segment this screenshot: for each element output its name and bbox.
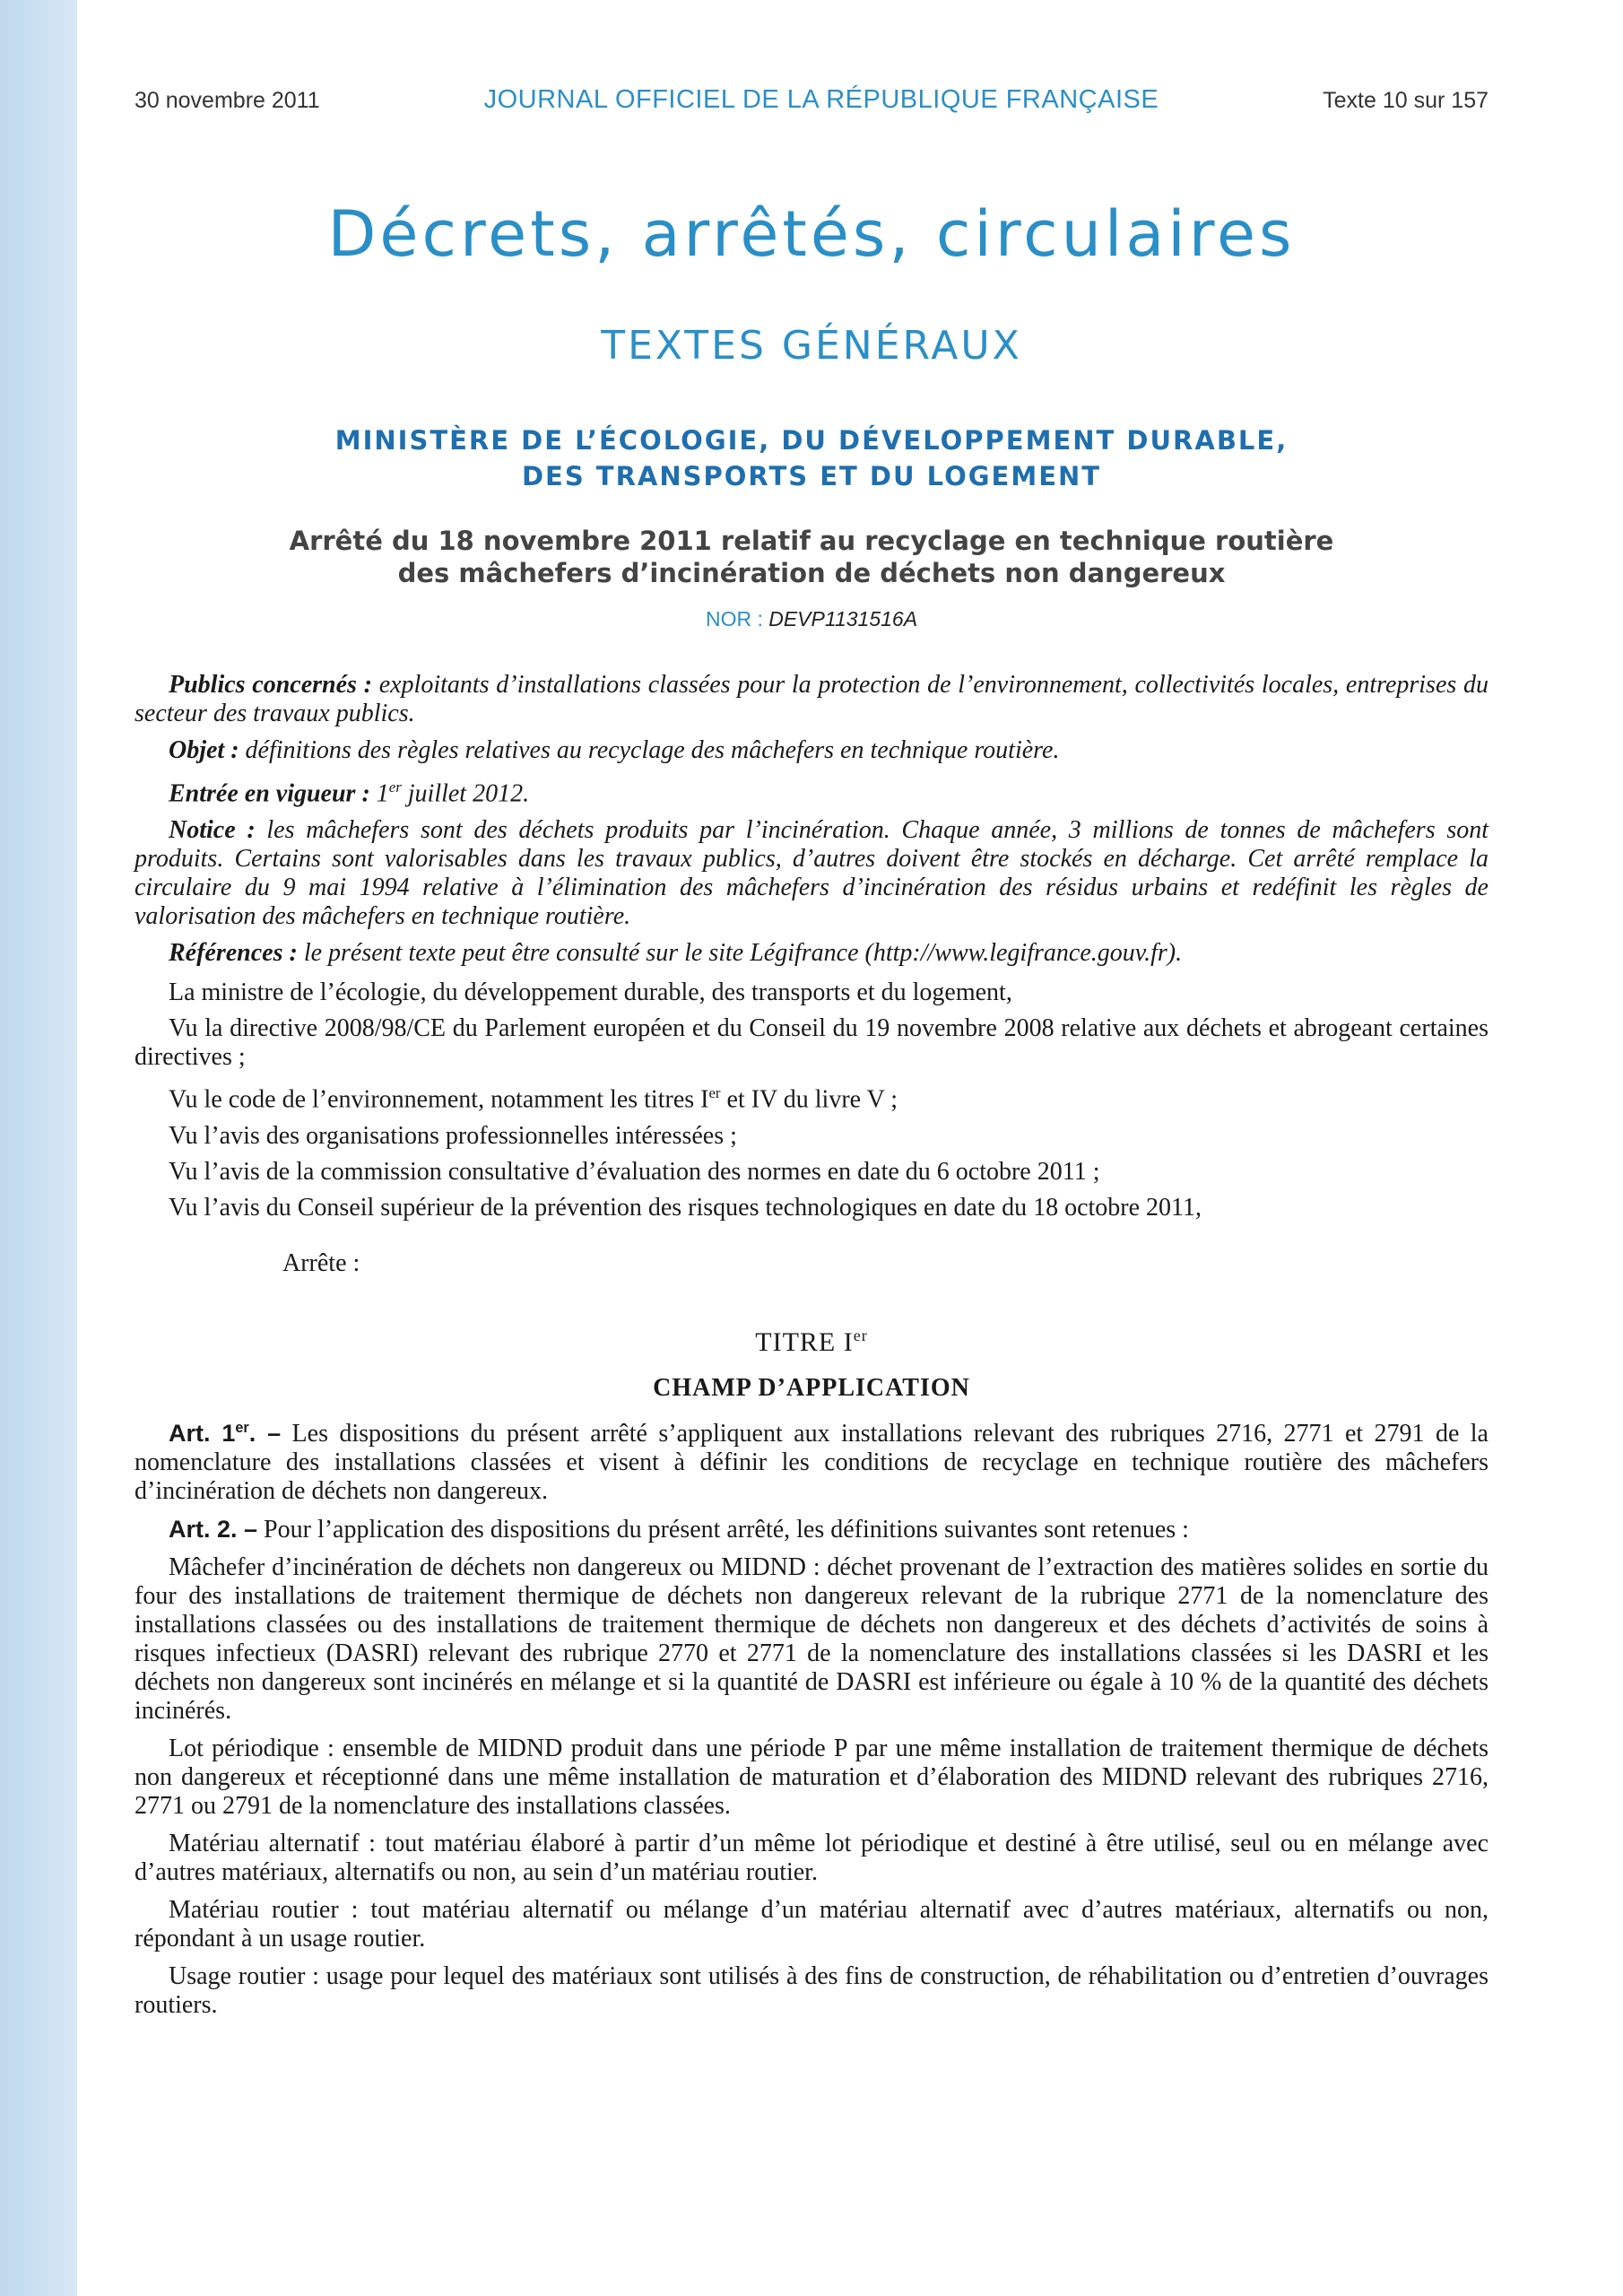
header-texte: Texte 10 sur 157: [1323, 88, 1488, 113]
summary-entree: [135, 773, 1488, 808]
champ-heading: CHAMP D’APPLICATION: [653, 1373, 970, 1402]
ministry-line-2: DES TRANSPORTS ET DU LOGEMENT: [521, 461, 1102, 491]
left-margin-band: [0, 0, 77, 2296]
entree-sup: er: [388, 778, 402, 796]
visa-code: [135, 1079, 1488, 1114]
visa-organisations: Vu l’avis des organisations professionnelles intéressées ;: [169, 1121, 737, 1150]
visa-code-sup: er: [708, 1084, 721, 1102]
visa-directive: Vu la directive 2008/98/CE du Parlement européen et du Conseil du 19 novembre 2008 relative aux déchets et abrogeant certaines directives ;: [135, 1014, 1488, 1072]
definition-lot-periodique: Lot périodique : ensemble de MIDND produit dans une période P par une même installation de traitement thermique de déchets non dangereux et réceptionné dans une même installation de maturation et d’élaboration des MIDND relevant des rubriques 2716, 2771 ou 2791 de la nomenclature des installations classées.: [135, 1734, 1488, 1820]
summary-references: [135, 939, 1488, 968]
summary-notice: [135, 816, 1488, 931]
summary-objet: [135, 736, 1488, 765]
document-page: [135, 85, 1488, 2029]
article-2: [135, 1515, 1488, 1544]
art1-label: Art. 1er. –: [169, 1419, 282, 1447]
ministry-line-1: MINISTÈRE DE L’ÉCOLOGIE, DU DÉVELOPPEMENT DURABLE,: [334, 425, 1289, 456]
articles-block: [135, 1413, 1488, 2020]
arrete-title-line-1: Arrêté du 18 novembre 2011 relatif au recyclage en technique routière: [289, 526, 1334, 556]
arrete-title: [135, 525, 1488, 589]
entree-label: Entrée en vigueur :: [169, 779, 370, 808]
entree-text: juillet 2012.: [407, 779, 530, 808]
definition-midnd: Mâchefer d’incinération de déchets non dangereux ou MIDND : déchet provenant de l’extraction des matières solides en sortie du four des installations de traitement thermique de déchets non dangereux relevant de la rubrique 2771 de la nomenclature des installations classées ou des installations de traitement thermique de déchets non dangereux et des déchets d’activités de soins à risques infectieux (DASRI) relevant des rubrique 2770 et 2771 de la nomenclature des installations classées si les DASRI et les déchets non dangereux sont incinérés en mélange et si la quantité de DASRI est inférieure ou égale à 10 % de la quantité des déchets incinérés.: [135, 1552, 1488, 1725]
objet-text: définitions des règles relatives au recyclage des mâchefers en technique routière.: [245, 736, 1060, 764]
visa-conseil: Vu l’avis du Conseil supérieur de la prévention des risques technologiques en date du 18 octobre 2011,: [169, 1193, 1202, 1222]
nor-reference: [135, 607, 1488, 631]
entree-num: 1: [376, 779, 389, 808]
summary-block: [135, 671, 1488, 968]
nor-label: NOR :: [705, 607, 763, 631]
titre-text: TITRE I: [755, 1326, 854, 1357]
visa-code-post: et IV du livre V ;: [720, 1085, 898, 1114]
titre-sup: er: [853, 1326, 868, 1344]
visa-ministre: La ministre de l’écologie, du développement durable, des transports et du logement,: [169, 978, 1012, 1007]
publics-text: exploitants d’installations classées pour la protection de l’environnement, collectivités locales, entreprises du secteur des travaux publics.: [135, 671, 1488, 727]
ministry-title: [135, 422, 1488, 494]
definition-materiau-alternatif: Matériau alternatif : tout matériau élaboré à partir d’un même lot périodique et destiné à être utilisé, seul ou en mélange avec d’autres matériaux, alternatifs ou non, au sein d’un matériau routier.: [135, 1829, 1488, 1886]
page-header: [135, 85, 1488, 115]
publics-label: Publics concernés :: [169, 671, 372, 699]
notice-label: Notice :: [169, 816, 256, 845]
article-1: [135, 1413, 1488, 1506]
notice-text: les mâchefers sont des déchets produits par l’incinération. Chaque année, 3 millions de tonnes de mâchefers sont produits. Certains sont valorisables dans les travaux publics, d’autres doivent être stockés en décharge. Cet arrêté remplace la circulaire du 9 mai 1994 relative à l’élimination des mâchefers d’incinération des résidus urbains et redéfinit les règles de valorisation des mâchefers en technique routière.: [135, 816, 1488, 931]
definition-usage-routier: Usage routier : usage pour lequel des matériaux sont utilisés à des fins de construction, de réhabilitation ou d’entretien d’ouvrages routiers.: [135, 1961, 1488, 2019]
main-title: Décrets, arrêtés, circulaires: [327, 197, 1296, 271]
section-title: TEXTES GÉNÉRAUX: [601, 323, 1022, 369]
header-journal: JOURNAL OFFICIEL DE LA RÉPUBLIQUE FRANÇAISE: [483, 85, 1159, 114]
definition-materiau-routier: Matériau routier : tout matériau alternatif ou mélange d’un matériau alternatif avec d’autres matériaux, alternatifs ou non, répondant à un usage routier.: [135, 1895, 1488, 1952]
references-label: Références :: [169, 939, 298, 968]
visa-code-pre: Vu le code de l’environnement, notamment les titres I: [169, 1085, 709, 1114]
arrete-title-line-2: des mâchefers d’incinération de déchets non dangereux: [397, 558, 1226, 588]
header-date: 30 novembre 2011: [135, 88, 320, 113]
art2-label: Art. 2. –: [169, 1515, 258, 1543]
visas-block: [135, 978, 1488, 1222]
arrete-word: Arrête :: [282, 1248, 360, 1277]
art2-text: Pour l’application des dispositions du présent arrêté, les définitions suivantes sont retenues :: [257, 1515, 1189, 1544]
titre-heading: [135, 1326, 1488, 1358]
nor-value: DEVP1131516A: [768, 607, 918, 631]
art1-text: Les dispositions du présent arrêté s’appliquent aux installations relevant des rubriques 2716, 2771 et 2791 de la nomenclature des installations classées et visent à définir les conditions de recyclage en technique routière des mâchefers d’incinération de déchets non dangereux.: [135, 1419, 1488, 1505]
objet-label: Objet :: [169, 736, 239, 764]
summary-publics: [135, 671, 1488, 728]
references-text: le présent texte peut être consulté sur le site Légifrance (http://www.legifrance.gouv.fr).: [303, 939, 1183, 968]
visa-commission: Vu l’avis de la commission consultative d’évaluation des normes en date du 6 octobre 2011 ;: [169, 1157, 1100, 1186]
